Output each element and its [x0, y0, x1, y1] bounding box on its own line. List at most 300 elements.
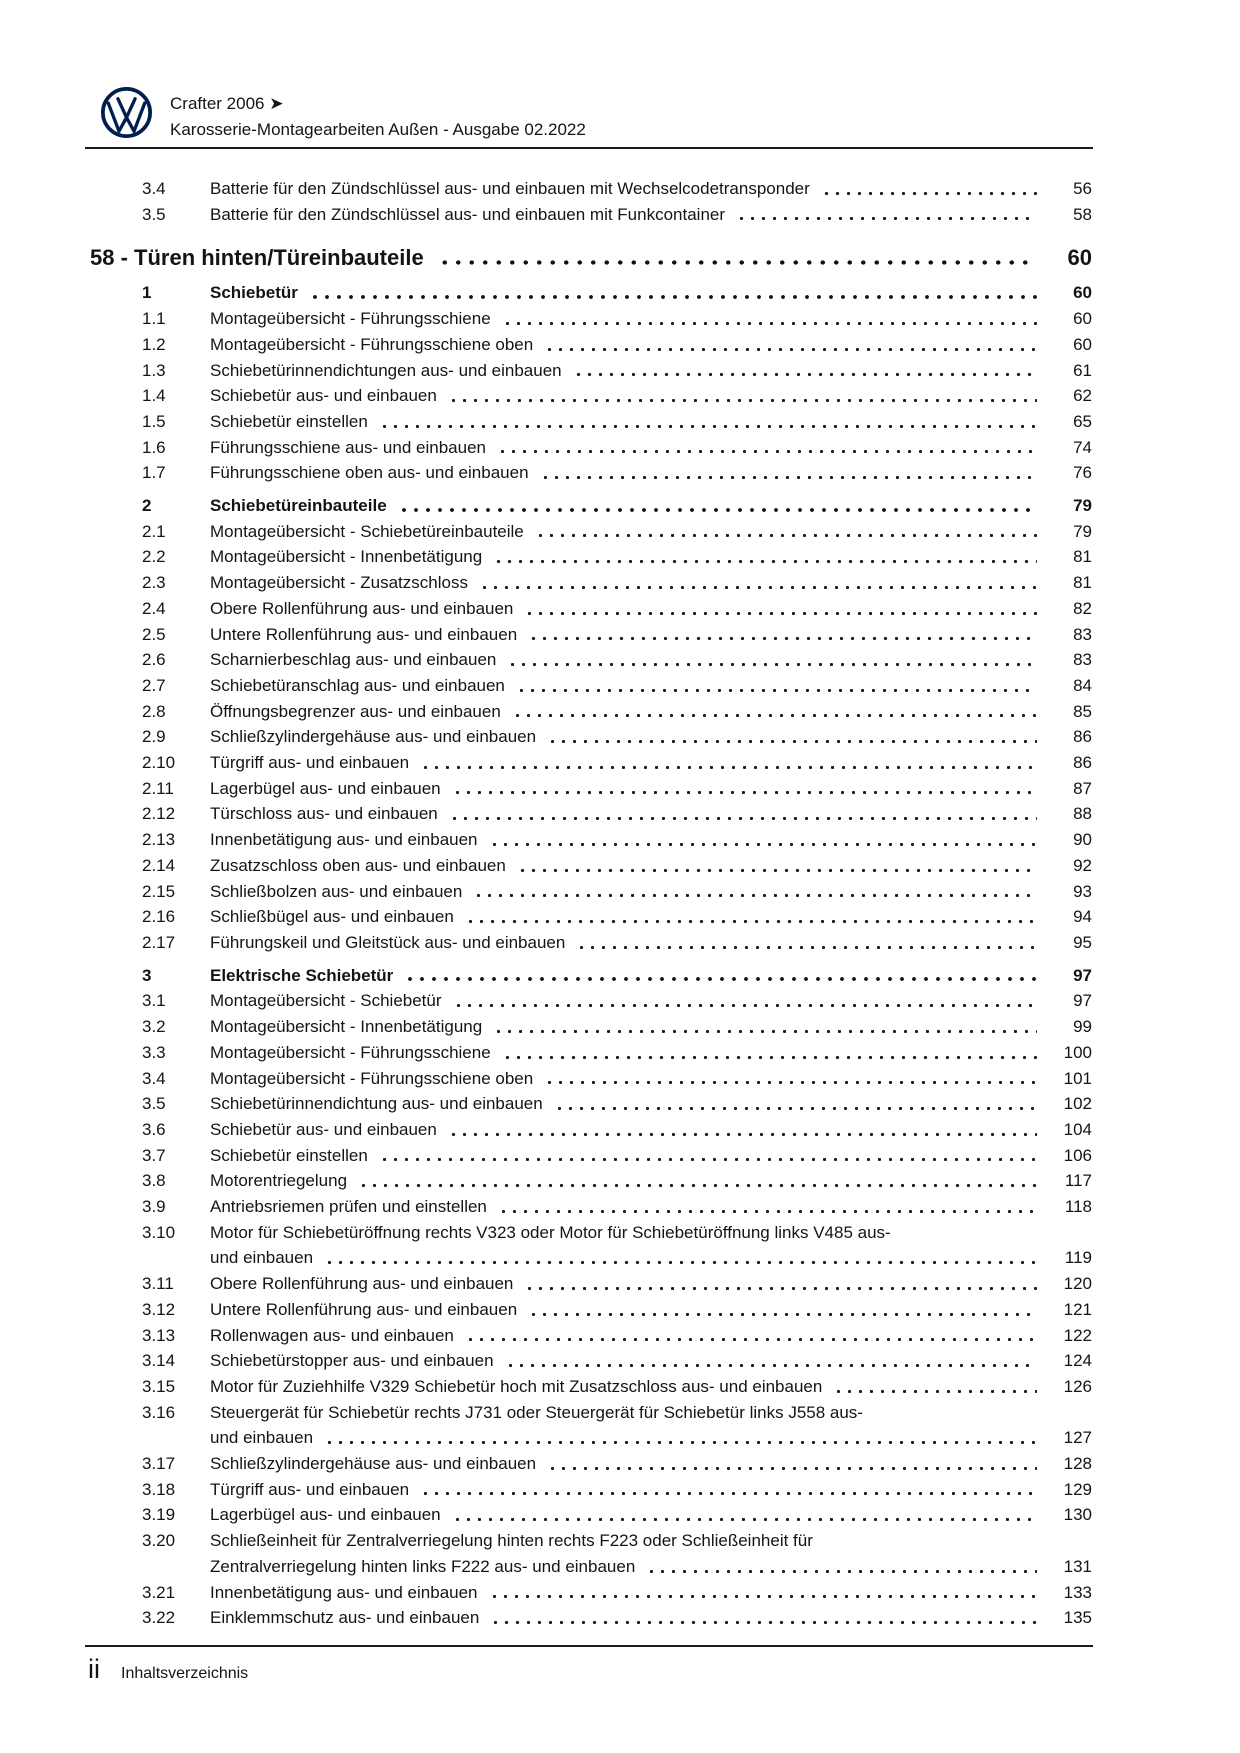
toc-entry-lastline	[210, 1168, 1092, 1194]
toc-entry-number: 1	[142, 283, 152, 303]
toc-entry-page: 81	[1073, 573, 1092, 593]
toc-dot-leader	[576, 930, 1037, 956]
toc-entry-body	[210, 1451, 1092, 1477]
toc-entry-lastline	[210, 1194, 1092, 1220]
toc-entry-title: Schiebetürinnendichtungen aus- und einbauen	[210, 360, 562, 380]
toc-entry-page: 76	[1073, 463, 1092, 483]
toc-entry-row	[90, 853, 1092, 879]
toc-entry-title: Türgriff aus- und einbauen	[210, 1479, 410, 1499]
toc-entry-title: Zusatzschloss oben aus- und einbauen	[210, 855, 506, 875]
toc-entry-row	[90, 570, 1092, 596]
toc-entry-row	[90, 1194, 1092, 1220]
toc-entry-body	[210, 435, 1092, 461]
toc-entry-row	[90, 435, 1092, 461]
toc-entry-title: Schiebetür	[210, 283, 298, 303]
toc-entry-body	[210, 1502, 1092, 1528]
toc-entry-row	[90, 202, 1092, 228]
toc-entry-title: Montageübersicht - Schiebetür	[210, 991, 442, 1011]
header-subtitle: Karosserie-Montagearbeiten Außen - Ausgabe 02.2022	[170, 120, 586, 139]
toc-entry-number: 2.4	[142, 598, 166, 618]
toc-dot-leader	[512, 699, 1037, 725]
footer-page-number: ii	[88, 1654, 100, 1684]
toc-entry-page: 126	[1063, 1376, 1092, 1396]
toc-entry-body	[210, 332, 1092, 358]
toc-entry-lastline	[210, 673, 1092, 699]
toc-entry-row	[90, 1374, 1092, 1400]
toc-section-row	[90, 243, 1092, 273]
toc-entry-number: 2.1	[142, 521, 166, 541]
toc-entry-page: 74	[1073, 437, 1092, 457]
toc-entry-row	[90, 750, 1092, 776]
toc-entry-number: 1.7	[142, 463, 166, 483]
toc-entry-number: 3.1	[142, 991, 166, 1011]
toc-entry-page: 82	[1073, 598, 1092, 618]
toc-entry-body	[210, 383, 1092, 409]
toc-entry-lastline	[210, 1245, 1092, 1271]
toc-dot-leader	[398, 493, 1037, 519]
toc-entry-body	[210, 280, 1092, 306]
toc-entry-lastline	[210, 332, 1092, 358]
toc-entry-lastline	[210, 544, 1092, 570]
toc-entry-row	[90, 1066, 1092, 1092]
toc-dot-leader	[544, 332, 1037, 358]
toc-entry-page: 133	[1063, 1582, 1092, 1602]
toc-entry-lastline	[210, 1425, 1092, 1451]
toc-section-page: 60	[1067, 245, 1092, 271]
toc-entry-lastline	[210, 493, 1092, 519]
toc-entry-body	[210, 358, 1092, 384]
toc-entry-body	[210, 1168, 1092, 1194]
toc-entry-number: 3.16	[142, 1402, 176, 1422]
toc-entry-body	[210, 1580, 1092, 1606]
toc-entry-row	[90, 1580, 1092, 1606]
toc-entry-title: Montageübersicht - Führungsschiene oben	[210, 334, 534, 354]
toc-section-title: 58 - Türen hinten/Türeinbauteile	[90, 245, 424, 271]
toc-entry-lastline	[210, 1348, 1092, 1374]
toc-entry-number: 2.6	[142, 650, 166, 670]
toc-dot-leader	[465, 1323, 1037, 1349]
toc-dot-leader	[448, 383, 1037, 409]
toc-entry-title: Schiebetür aus- und einbauen	[210, 386, 437, 406]
toc-entry-title: Schiebetür einstellen	[210, 411, 368, 431]
toc-entry-page: 104	[1063, 1119, 1092, 1139]
toc-entry-page: 88	[1073, 804, 1092, 824]
toc-entry-row	[90, 724, 1092, 750]
toc-entry-lastline	[210, 930, 1092, 956]
toc-entry-body	[210, 930, 1092, 956]
toc-entry-lastline	[210, 280, 1092, 306]
toc-entry-title: Schließbügel aus- und einbauen	[210, 907, 454, 927]
toc-entry-row	[90, 1091, 1092, 1117]
toc-entry-number: 3.5	[142, 1094, 166, 1114]
toc-entry-number: 2.10	[142, 753, 176, 773]
toc-dot-leader	[358, 1168, 1037, 1194]
toc-entry-page: 119	[1064, 1248, 1092, 1268]
toc-entry-body	[210, 699, 1092, 725]
toc-entry-lastline	[210, 176, 1092, 202]
toc-entry-lastline	[210, 1323, 1092, 1349]
toc-dot-leader	[544, 1066, 1037, 1092]
toc-entry-body	[210, 904, 1092, 930]
toc-entry-number: 3.20	[142, 1531, 176, 1551]
toc-entry-number: 3	[142, 965, 152, 985]
toc-entry-title: Innenbetätigung aus- und einbauen	[210, 1582, 478, 1602]
toc-dot-leader	[420, 1477, 1037, 1503]
toc-entry-number: 1.2	[142, 334, 166, 354]
toc-entry-row	[90, 1117, 1092, 1143]
toc-entry-title: Führungsschiene aus- und einbauen	[210, 437, 486, 457]
toc-entry-lastline	[210, 1605, 1092, 1631]
toc-entry-lastline	[210, 1117, 1092, 1143]
toc-entry-row	[90, 801, 1092, 827]
toc-entry-lastline	[210, 460, 1092, 486]
toc-dot-leader	[573, 358, 1037, 384]
toc-entry-number: 3.4	[142, 179, 166, 198]
toc-entry-lastline	[210, 1271, 1092, 1297]
toc-dot-leader	[547, 1451, 1037, 1477]
toc-entry-lastline	[210, 988, 1092, 1014]
toc-entry-number: 1.4	[142, 386, 166, 406]
toc-entry-lastline	[210, 1143, 1092, 1169]
toc-entry-title: Zentralverriegelung hinten links F222 aus- und einbauen	[210, 1556, 636, 1576]
toc-entry-row	[90, 963, 1092, 989]
toc-entry-title: Schließzylindergehäuse aus- und einbauen	[210, 1454, 537, 1474]
toc-dot-leader	[479, 570, 1037, 596]
toc-entry-line: Steuergerät für Schiebetür rechts J731 oder Steuergerät für Schiebetür links J558 aus-	[210, 1402, 863, 1422]
toc-entry-body	[210, 724, 1092, 750]
toc-entry-title: Montageübersicht - Führungsschiene oben	[210, 1068, 534, 1088]
toc-dot-leader	[528, 1297, 1037, 1323]
toc-entry-lastline	[210, 647, 1092, 673]
toc-entry-page: 130	[1063, 1505, 1092, 1525]
toc-dot-leader	[498, 1194, 1037, 1220]
toc-entry-page: 99	[1073, 1017, 1092, 1037]
toc-dot-leader	[833, 1374, 1037, 1400]
toc-entry-lastline	[210, 1554, 1092, 1580]
toc-entry-number: 3.18	[142, 1479, 176, 1499]
toc-entry-number: 2.5	[142, 624, 166, 644]
toc-entry-title: Schiebetür einstellen	[210, 1145, 368, 1165]
toc-entry-title: Lagerbügel aus- und einbauen	[210, 778, 441, 798]
header-title: Crafter 2006 ➤	[170, 94, 284, 113]
toc-entry-page: 83	[1073, 624, 1092, 644]
toc-entry-title: Schließbolzen aus- und einbauen	[210, 881, 463, 901]
toc-entry-body	[210, 750, 1092, 776]
toc-entry-title: Führungskeil und Gleitstück aus- und einbauen	[210, 932, 566, 952]
toc-entry-page: 97	[1073, 965, 1092, 985]
toc-entry-page: 120	[1063, 1274, 1092, 1294]
toc-entry-page: 85	[1073, 701, 1092, 721]
toc-entry-row	[90, 776, 1092, 802]
toc-entry-page: 81	[1073, 547, 1092, 567]
toc-entry-lastline	[210, 963, 1092, 989]
toc-entry-body	[210, 1348, 1092, 1374]
toc-entry-title: Schiebetür aus- und einbauen	[210, 1119, 437, 1139]
toc-entry-page: 106	[1063, 1145, 1092, 1165]
toc-entry-body	[210, 1066, 1092, 1092]
footer-section-label: Inhaltsverzeichnis	[121, 1665, 249, 1682]
toc-dot-leader	[540, 460, 1037, 486]
toc-dot-leader	[547, 724, 1037, 750]
toc-dot-leader	[452, 1502, 1037, 1528]
toc-entry-lastline	[210, 801, 1092, 827]
toc-entry-title: Montageübersicht - Innenbetätigung	[210, 1017, 483, 1037]
toc-entry-number: 3.21	[142, 1582, 176, 1602]
toc-entry-row	[90, 544, 1092, 570]
toc-entry-title: Führungsschiene oben aus- und einbauen	[210, 463, 529, 483]
toc-entry-row	[90, 1400, 1092, 1451]
toc-entry-title: Motor für Zuziehhilfe V329 Schiebetür hoch mit Zusatzschloss aus- und einbauen	[210, 1376, 823, 1396]
toc-entry-title: Öffnungsbegrenzer aus- und einbauen	[210, 701, 501, 721]
toc-entry-number: 3.8	[142, 1171, 166, 1191]
toc-entry-lastline	[210, 1040, 1092, 1066]
toc-entry-number: 3.6	[142, 1119, 166, 1139]
toc-entry-body	[210, 596, 1092, 622]
toc-entry-row	[90, 332, 1092, 358]
toc-entry-body	[210, 176, 1092, 202]
toc-entry-number: 2.13	[142, 830, 176, 850]
toc-entry-row	[90, 699, 1092, 725]
vw-logo-icon	[100, 86, 153, 139]
toc-entry-lastline	[210, 827, 1092, 853]
toc-dot-leader	[453, 988, 1037, 1014]
toc-entry-row	[90, 1040, 1092, 1066]
toc-dot-leader	[507, 647, 1037, 673]
toc-entry-row	[90, 1168, 1092, 1194]
header-text-block	[170, 86, 586, 143]
toc-entry-title: Schiebetürstopper aus- und einbauen	[210, 1351, 494, 1371]
toc-entry-row	[90, 460, 1092, 486]
toc-dot-leader	[438, 243, 1036, 273]
toc-entry-number: 3.14	[142, 1351, 176, 1371]
toc-entry-title: Schließzylindergehäuse aus- und einbauen	[210, 727, 537, 747]
toc-entry-body	[210, 647, 1092, 673]
toc-entry-page: 127	[1063, 1428, 1092, 1448]
toc-entry-number: 1.6	[142, 437, 166, 457]
toc-entry-page: 97	[1073, 991, 1092, 1011]
toc-entry-body	[210, 853, 1092, 879]
toc-entry-title: Motorentriegelung	[210, 1171, 348, 1191]
toc-dot-leader	[465, 904, 1037, 930]
toc-entry-row	[90, 1220, 1092, 1271]
toc-entry-title: Obere Rollenführung aus- und einbauen	[210, 1274, 514, 1294]
page-header	[100, 86, 586, 143]
toc-entry-page: 58	[1073, 204, 1092, 224]
toc-entry-number: 2	[142, 496, 152, 516]
toc-entry-body	[210, 1528, 1092, 1579]
toc-entry-body	[210, 1194, 1092, 1220]
toc-entry-body	[210, 519, 1092, 545]
toc-entry-page: 95	[1073, 932, 1092, 952]
toc-entry-number: 2.17	[142, 932, 176, 952]
toc-entry-page: 79	[1073, 521, 1092, 541]
toc-entry-title: Schiebetüranschlag aus- und einbauen	[210, 675, 505, 695]
toc-entry-number: 3.12	[142, 1299, 176, 1319]
toc-entry-body	[210, 1374, 1092, 1400]
toc-entry-title: Montageübersicht - Führungsschiene	[210, 1042, 491, 1062]
toc-entry-page: 83	[1073, 650, 1092, 670]
toc-entry-body	[210, 306, 1092, 332]
toc-entry-lastline	[210, 1297, 1092, 1323]
page-footer	[88, 1652, 248, 1686]
toc-dot-leader	[505, 1348, 1037, 1374]
toc-entry-lastline	[210, 1066, 1092, 1092]
vw-logo-strokes	[103, 89, 150, 136]
toc-entry-lastline	[210, 879, 1092, 905]
toc-entry-body	[210, 460, 1092, 486]
toc-entry-title: und einbauen	[210, 1428, 314, 1448]
toc-entry-page: 84	[1073, 675, 1092, 695]
toc-entry-title: Untere Rollenführung aus- und einbauen	[210, 624, 518, 644]
toc-entry-lastline	[210, 750, 1092, 776]
toc-entry-line: Motor für Schiebetüröffnung rechts V323 oder Motor für Schiebetüröffnung links V485 aus-	[210, 1222, 891, 1242]
toc-entry-page: 60	[1073, 309, 1092, 329]
toc-entry-number: 3.17	[142, 1454, 176, 1474]
toc-entry-line: Schließeinheit für Zentralverriegelung hinten rechts F223 oder Schließeinheit für	[210, 1531, 813, 1551]
toc-entry-lastline	[210, 435, 1092, 461]
toc-entry-number: 1.1	[142, 309, 166, 329]
toc-entry-row	[90, 1143, 1092, 1169]
toc-dot-leader	[524, 596, 1037, 622]
toc-entry-body	[210, 776, 1092, 802]
toc-entry-number: 2.14	[142, 855, 176, 875]
toc-dot-leader	[404, 963, 1037, 989]
toc-dot-leader	[516, 673, 1037, 699]
toc-entry-lastline	[210, 1502, 1092, 1528]
toc-entry-page: 92	[1073, 855, 1092, 875]
toc-entry-lastline	[210, 519, 1092, 545]
toc-entry-title: und einbauen	[210, 1248, 314, 1268]
toc-entry-title: Montageübersicht - Innenbetätigung	[210, 547, 483, 567]
toc-entry-number: 3.11	[142, 1274, 174, 1294]
toc-entry-number: 2.11	[142, 778, 174, 798]
toc-entry-page: 101	[1063, 1068, 1092, 1088]
toc-entry-number: 1.3	[142, 360, 166, 380]
toc-entry-row	[90, 1348, 1092, 1374]
toc-entry-body	[210, 1271, 1092, 1297]
toc-entry-body	[210, 827, 1092, 853]
toc-entry-lastline	[210, 358, 1092, 384]
toc-entry-number: 3.7	[142, 1145, 166, 1165]
toc-entry-body	[210, 622, 1092, 648]
toc-entry-lastline	[210, 904, 1092, 930]
toc-entry-lastline	[210, 383, 1092, 409]
header-divider	[85, 147, 1093, 149]
toc-entry-number: 3.13	[142, 1325, 176, 1345]
toc-entry-body	[210, 963, 1092, 989]
toc-entry-number: 3.10	[142, 1222, 176, 1242]
toc-entry-lastline	[210, 570, 1092, 596]
toc-entry-title: Antriebsriemen prüfen und einstellen	[210, 1197, 487, 1217]
toc-entry-lastline	[210, 724, 1092, 750]
toc-entry-row	[90, 358, 1092, 384]
toc-entry-lastline	[210, 1014, 1092, 1040]
toc-entry-body	[210, 1091, 1092, 1117]
toc-entry-title: Montageübersicht - Zusatzschloss	[210, 573, 468, 593]
toc-entry-body	[210, 1040, 1092, 1066]
toc-entry-title: Türschloss aus- und einbauen	[210, 804, 438, 824]
toc-entry-body	[210, 1605, 1092, 1631]
toc-entry-row	[90, 306, 1092, 332]
toc-entry-lastline	[210, 776, 1092, 802]
toc-entry-row	[90, 1297, 1092, 1323]
toc-entry-page: 122	[1063, 1325, 1092, 1345]
toc-entry-row	[90, 1323, 1092, 1349]
toc-entry-number: 2.3	[142, 573, 166, 593]
toc-dot-leader	[493, 1014, 1037, 1040]
toc-entry-number: 3.5	[142, 204, 166, 224]
toc-entry-row	[90, 879, 1092, 905]
toc-entry-title: Untere Rollenführung aus- und einbauen	[210, 1299, 518, 1319]
toc-entry-page: 90	[1073, 830, 1092, 850]
toc-entry-row	[90, 519, 1092, 545]
toc-entry-body	[210, 202, 1092, 228]
toc-entry-row	[90, 647, 1092, 673]
toc-entry-lastline	[210, 202, 1092, 228]
toc-entry-number: 3.4	[142, 1068, 166, 1088]
toc-entry-page: 93	[1073, 881, 1092, 901]
toc-entry-body	[210, 409, 1092, 435]
toc-entry-row	[90, 1502, 1092, 1528]
toc-entry-page: 102	[1063, 1094, 1092, 1114]
toc-entry-row	[90, 280, 1092, 306]
toc-entry-page: 65	[1073, 411, 1092, 431]
toc-entry-number: 1.5	[142, 411, 166, 431]
toc-dot-leader	[448, 1117, 1037, 1143]
toc-entry-lastline	[210, 1580, 1092, 1606]
toc-entry-number: 3.15	[142, 1376, 176, 1396]
toc-entry-row	[90, 1451, 1092, 1477]
toc-entry-title: Montageübersicht - Schiebetüreinbauteile	[210, 521, 524, 541]
toc-entry-number: 2.9	[142, 727, 166, 747]
toc-entry-body	[210, 1400, 1092, 1451]
toc-dot-leader	[528, 622, 1037, 648]
toc-dot-leader	[473, 879, 1037, 905]
toc-entry-page: 60	[1073, 334, 1092, 354]
toc-dot-leader	[524, 1271, 1037, 1297]
toc-entry-row	[90, 827, 1092, 853]
toc-entry-number: 2.7	[142, 675, 166, 695]
toc-entry-page: 79	[1073, 496, 1092, 516]
toc-entry-body	[210, 988, 1092, 1014]
footer-divider	[85, 1645, 1093, 1647]
toc-entry-lastline	[210, 596, 1092, 622]
toc-dot-leader	[502, 1040, 1037, 1066]
toc-entry-body	[210, 1143, 1092, 1169]
toc-entry-row	[90, 1271, 1092, 1297]
toc-entry-lastline	[210, 853, 1092, 879]
toc-entry-title: Obere Rollenführung aus- und einbauen	[210, 598, 514, 618]
toc-entry-row	[90, 904, 1092, 930]
toc-entry-number: 3.2	[142, 1017, 166, 1037]
toc-entry-number: 2.15	[142, 881, 176, 901]
toc-entry-lastline	[210, 699, 1092, 725]
toc-entry-page: 61	[1073, 360, 1092, 380]
toc-entry-lastline	[210, 1477, 1092, 1503]
toc-entry-row	[90, 1605, 1092, 1631]
toc-dot-leader	[309, 280, 1037, 306]
toc-entry-number: 2.8	[142, 701, 166, 721]
toc-entry-page: 62	[1073, 386, 1092, 406]
toc-entry-page: 129	[1063, 1479, 1092, 1499]
toc-dot-leader	[489, 827, 1037, 853]
toc-entry-page: 131	[1063, 1556, 1092, 1576]
toc-entry-body	[210, 1117, 1092, 1143]
toc-entry-title: Batterie für den Zündschlüssel aus- und einbauen mit Funkcontainer	[210, 204, 726, 224]
toc-entry-body	[210, 1014, 1092, 1040]
toc-entry-body	[210, 673, 1092, 699]
toc-entry-row	[90, 1477, 1092, 1503]
